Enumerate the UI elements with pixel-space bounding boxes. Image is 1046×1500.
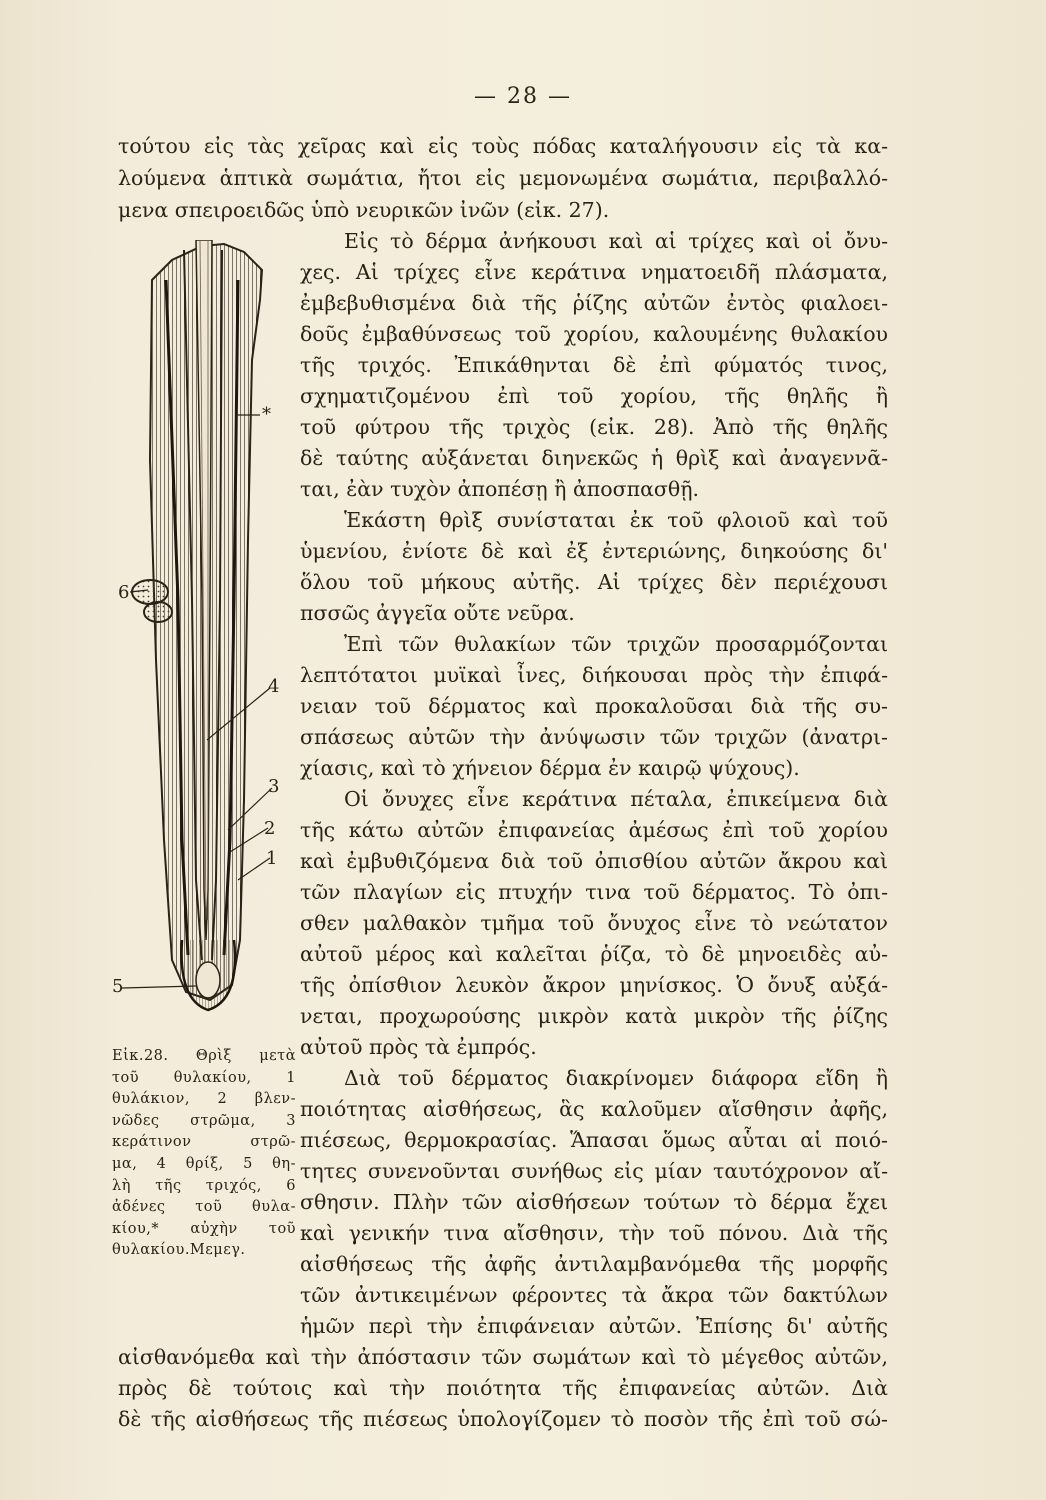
text-line: λεπτότατοι μυϊκαὶ ἶνες, διήκουσαι πρὸς τὴν ἐπιφά- (300, 663, 888, 687)
text-line: αὐτοῦ μέρος καὶ καλεῖται ῥίζα, τὸ δὲ μηνοειδὲς αὐ- (300, 942, 888, 966)
caption-line: θυλακίου.Μεμεγ. (112, 1242, 246, 1259)
text-line: τοῦ φύτρου τῆς τριχὸς (εἰκ. 28). Ἀπὸ τῆς θηλῆς (300, 415, 888, 439)
text-line: Ἑκάστη θρὶξ συνίσταται ἐκ τοῦ φλοιοῦ καὶ τοῦ (344, 508, 888, 532)
text-line: ὑμενίου, ἐνίοτε δὲ καὶ ἐξ ἐντεριώνης, διηκούσης δι' (300, 539, 888, 563)
caption-line: νῶδες στρῶμα, 3 (112, 1112, 296, 1129)
text-line: τῶν ἀντικειμένων φέροντες τὰ ἄκρα τῶν δακτύλων (300, 1283, 888, 1307)
text-line: αἰσθήσεως τῆς ἀφῆς ἀντιλαμβανόμεθα τῆς μορφῆς (300, 1252, 888, 1276)
figure-label-1: 1 (266, 848, 278, 869)
text-line: χες. Αἱ τρίχες εἶνε κεράτινα νηματοειδῆ πλάσματα, (300, 260, 888, 284)
figure-label-2: 2 (264, 818, 276, 839)
caption-line: τοῦ θυλακίου, 1 (112, 1069, 296, 1086)
text-line: χίασις, καὶ τὸ χήνειον δέρμα ἐν καιρῷ ψύχους). (300, 756, 800, 780)
hair-follicle-figure (112, 240, 298, 1040)
page-number: — 28 — (474, 84, 572, 109)
text-line: αὐτοῦ πρὸς τὰ ἐμπρός. (300, 1035, 537, 1059)
text-line: Διὰ τοῦ δέρματος διακρίνομεν διάφορα εἴδη ἢ (344, 1066, 888, 1090)
text-line: σπάσεως αὐτῶν τὴν ἀνύψωσιν τῶν τριχῶν (ἀνατρι- (300, 725, 888, 749)
caption-line: κεράτινον στρῶ- (112, 1134, 296, 1151)
text-line: σχηματιζομένου ἐπὶ τοῦ χορίου, τῆς θηλῆς ἢ (300, 384, 888, 408)
text-line: Ἐπὶ τῶν θυλακίων τῶν τριχῶν προσαρμόζονται (344, 632, 888, 656)
text-line: δὲ ταύτης αὐξάνεται διηνεκῶς ἡ θρὶξ καὶ ἀναγεννᾶ- (300, 446, 888, 470)
text-line: νεται, προχωρούσης μικρὸν κατὰ μικρὸν τῆς ῥίζης (300, 1004, 888, 1028)
text-line: ὅλου τοῦ μήκους αὐτῆς. Αἱ τρίχες δὲν περιέχουσι (300, 570, 888, 594)
figure-label-3: 3 (268, 776, 280, 797)
text-line: καὶ γενικήν τινα αἴσθησιν, τὴν τοῦ πόνου. Διὰ τῆς (300, 1221, 888, 1245)
caption-line: κίου,* αὐχὴν τοῦ (112, 1220, 296, 1237)
text-line: σθεν μαλθακὸν τμῆμα τοῦ ὄνυχος εἶνε τὸ νεώτατον (300, 911, 888, 935)
caption-line: μα, 4 θρίξ, 5 θη- (112, 1155, 296, 1172)
text-line: δοῦς ἐμβαθύνσεως τοῦ χορίου, καλουμένης θυλακίου (300, 322, 888, 346)
text-line: μενα σπειροειδῶς ὑπὸ νευρικῶν ἰνῶν (εἰκ. 27). (118, 198, 610, 222)
text-line: τούτου εἰς τὰς χεῖρας καὶ εἰς τοὺς πόδας καταλήγουσιν εἰς τὰ κα- (118, 134, 888, 158)
caption-line: θυλάκιον, 2 βλεν- (112, 1091, 296, 1108)
figure-label-5: 5 (112, 976, 124, 997)
caption-line: λὴ τῆς τριχός, 6 (112, 1177, 296, 1194)
text-line: τητες συνενοῦνται συνήθως εἰς μίαν ταυτόχρονον αἴ- (300, 1159, 888, 1183)
figure-label-4: 4 (268, 676, 280, 697)
text-line: σθησιν. Πλὴν τῶν αἰσθήσεων τούτων τὸ δέρμα ἔχει (300, 1190, 888, 1214)
text-line: ται, ἐὰν τυχὸν ἀποπέσῃ ἢ ἀποσπασθῇ. (300, 477, 700, 501)
figure-caption (112, 1046, 296, 1262)
figure-label-6: 6 (118, 582, 130, 603)
text-line: τῆς τριχός. Ἐπικάθηνται δὲ ἐπὶ φύματός τινος, (300, 353, 888, 377)
text-line: λούμενα ἁπτικὰ σωμάτια, ἤτοι εἰς μεμονωμένα σωμάτια, περιβαλλό- (118, 166, 888, 190)
text-line: δὲ τῆς αἰσθήσεως τῆς πιέσεως ὑπολογίζομεν τὸ ποσὸν τῆς ἐπὶ τοῦ σώ- (118, 1407, 888, 1431)
caption-line: ἀδένες τοῦ θυλα- (112, 1199, 296, 1216)
figure-label-star: * (262, 404, 271, 425)
text-line: καὶ ἐμβυθιζόμενα διὰ τοῦ ὀπισθίου αὐτῶν ἄκρου καὶ (300, 849, 888, 873)
text-line: Οἱ ὄνυχες εἶνε κεράτινα πέταλα, ἐπικείμενα διὰ (344, 787, 888, 811)
text-line: πρὸς δὲ τούτοις καὶ τὴν ποιότητα τῆς ἐπιφανείας αὐτῶν. Διὰ (118, 1376, 888, 1400)
text-line: Εἰς τὸ δέρμα ἀνήκουσι καὶ αἱ τρίχες καὶ οἱ ὄνυ- (344, 229, 888, 253)
text-line: ἐμβεβυθισμένα διὰ τῆς ῥίζης αὐτῶν ἐντὸς φιαλοει- (300, 291, 888, 315)
text-line: αἰσθανόμεθα καὶ τὴν ἀπόστασιν τῶν σωμάτων καὶ τὸ μέγεθος αὐτῶν, (118, 1345, 888, 1369)
text-line: ποιότητας αἰσθήσεως, ἃς καλοῦμεν αἴσθησιν ἀφῆς, (300, 1097, 888, 1121)
text-line: τῆς κάτω αὐτῶν ἐπιφανείας ἀμέσως ἐπὶ τοῦ χορίου (300, 818, 888, 842)
text-line: τῶν πλαγίων εἰς πτυχήν τινα τοῦ δέρματος. Τὸ ὀπι- (300, 880, 888, 904)
text-line: πιέσεως, θερμοκρασίας. Ἅπασαι ὅμως αὗται αἱ ποιό- (300, 1128, 888, 1152)
caption-line: Εἰκ.28. Θρὶξ μετὰ (112, 1048, 296, 1064)
text-line: νειαν τοῦ δέρματος καὶ προκαλοῦσαι διὰ τῆς συ- (300, 694, 888, 718)
text-line: τῆς ὀπίσθιον λευκὸν ἄκρον μηνίσκος. Ὁ ὄνυξ αὐξά- (300, 973, 888, 997)
text-line: ἡμῶν περὶ τὴν ἐπιφάνειαν αὐτῶν. Ἐπίσης δι' αὐτῆς (300, 1314, 888, 1338)
text-line: πσσῶς ἀγγεῖα οὔτε νεῦρα. (300, 601, 575, 625)
